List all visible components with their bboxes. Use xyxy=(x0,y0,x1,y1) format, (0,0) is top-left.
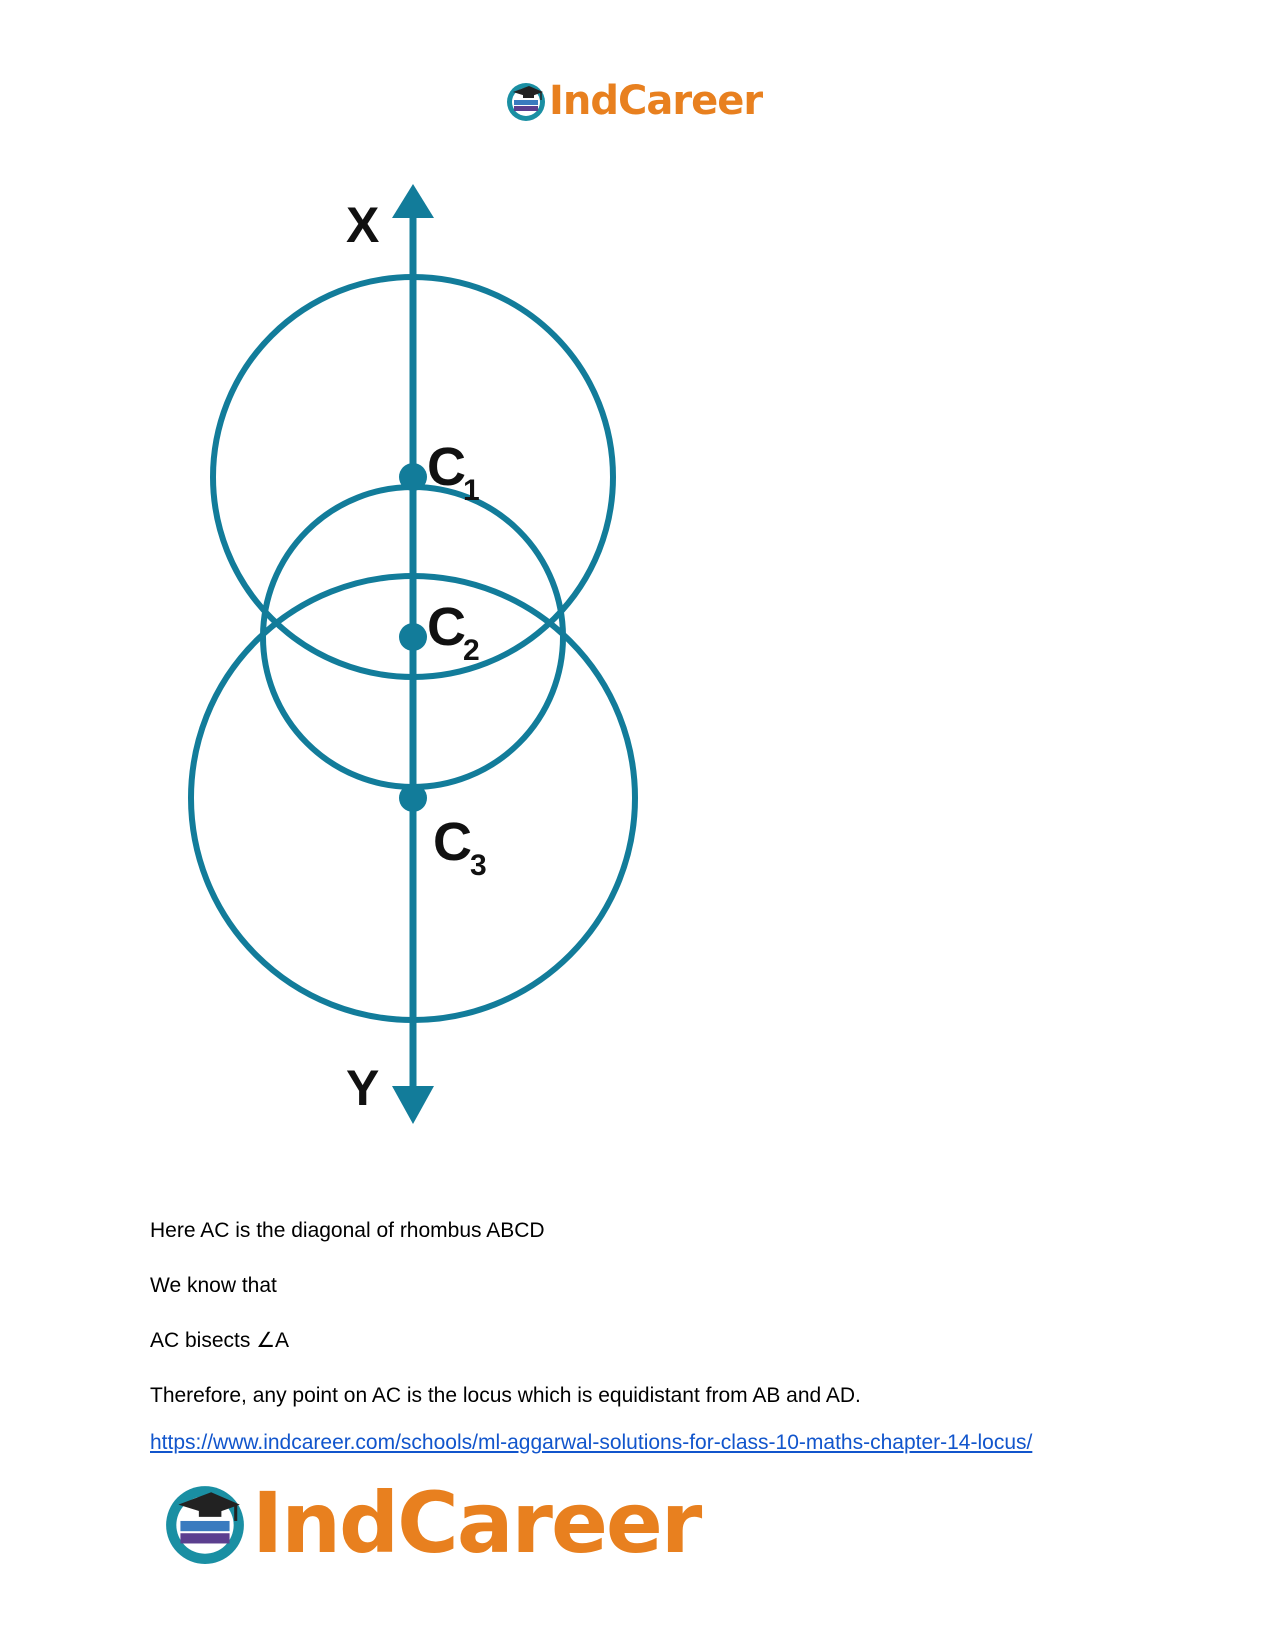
source-link[interactable]: https://www.indcareer.com/schools/ml-aggarwal-solutions-for-class-10-maths-chapter-14-locus/ xyxy=(150,1431,1033,1454)
footer-logo xyxy=(162,1474,700,1572)
label-c1-sub: 1 xyxy=(463,474,480,507)
graduation-cap-books-icon xyxy=(162,1480,248,1566)
text-line-1: Here AC is the diagonal of rhombus ABCD xyxy=(150,1219,545,1242)
locus-diagram xyxy=(180,180,680,1160)
text-line-3: AC bisects ∠A xyxy=(150,1329,290,1352)
label-y: Y xyxy=(346,1060,380,1116)
label-c2: C xyxy=(427,597,466,657)
graduation-cap-books-icon xyxy=(505,80,547,122)
label-c1: C xyxy=(427,437,466,497)
label-c3: C xyxy=(433,812,472,872)
text-line-4: Therefore, any point on AC is the locus which is equidistant from AB and AD. xyxy=(150,1384,861,1407)
label-c2-sub: 2 xyxy=(463,634,480,667)
arrow-y xyxy=(392,1086,434,1124)
label-c3-sub: 3 xyxy=(470,849,487,882)
logo-text: IndCareer xyxy=(549,78,763,124)
text-line-2: We know that xyxy=(150,1274,277,1297)
point-c1 xyxy=(399,463,427,491)
point-c3 xyxy=(399,784,427,812)
logo-text: IndCareer xyxy=(252,1474,701,1572)
point-c2 xyxy=(399,623,427,651)
arrow-x xyxy=(392,184,434,218)
label-x: X xyxy=(346,197,380,253)
header-logo xyxy=(505,78,762,124)
